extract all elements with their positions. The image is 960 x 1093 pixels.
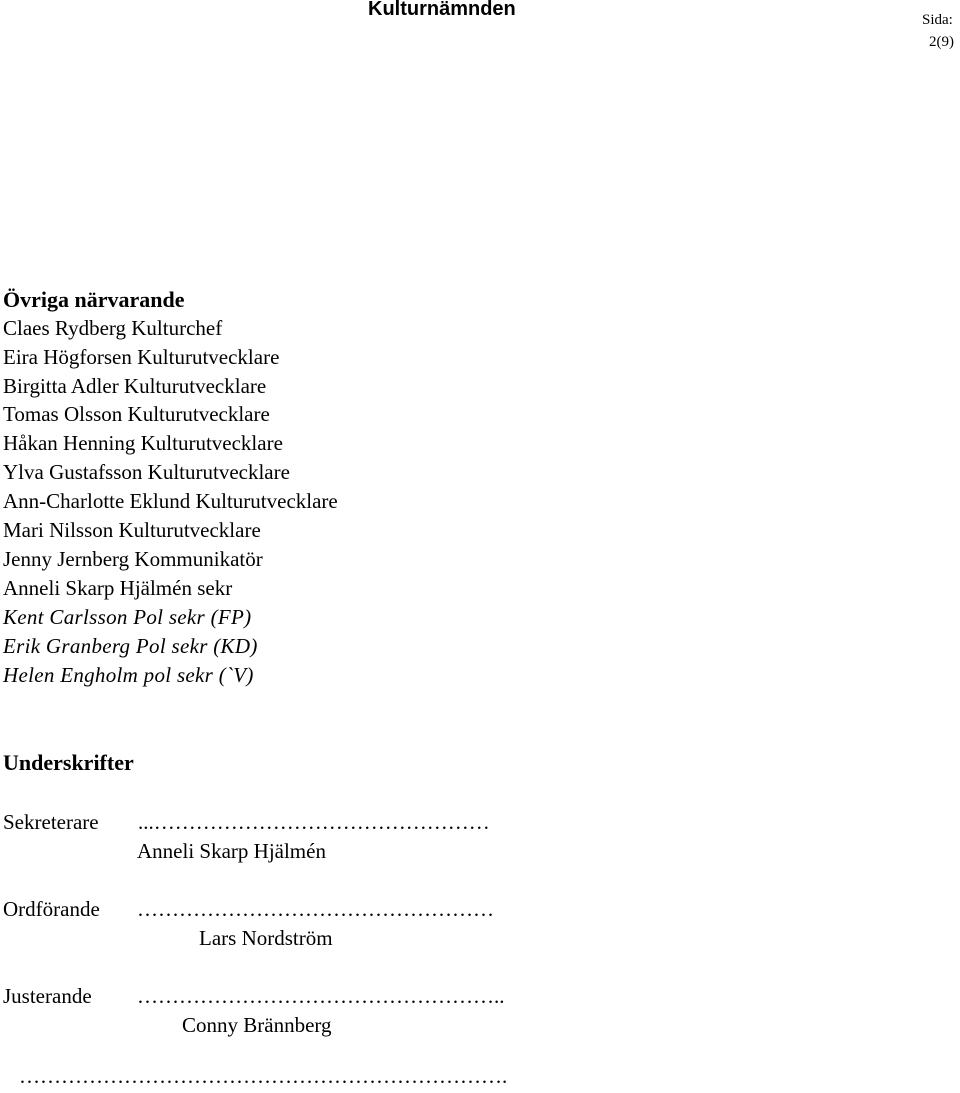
page-number: 2(9) [929, 34, 954, 50]
present-item: Anneli Skarp Hjälmén sekr [3, 576, 233, 600]
signature-line: ...………………………………………… [138, 810, 490, 834]
present-item: Claes Rydberg Kulturchef [3, 316, 223, 340]
page-label: Sida: [922, 12, 953, 28]
present-heading: Övriga närvarande [3, 287, 185, 312]
signatures-heading: Underskrifter [3, 750, 134, 775]
signature-name: Conny Brännberg [182, 1013, 332, 1037]
signature-role: Ordförande [3, 897, 100, 921]
signature-role: Justerande [3, 984, 92, 1008]
present-item: Helen Engholm pol sekr (`V) [3, 663, 254, 687]
signature-name: Lars Nordström [199, 926, 333, 950]
signature-role: Sekreterare [3, 810, 99, 834]
signature-line: …………………………………………….. [137, 984, 505, 1008]
present-item: Kent Carlsson Pol sekr (FP) [3, 605, 252, 629]
bottom-dotted-line: ……………………………………………………………. [19, 1064, 508, 1088]
present-item: Ann-Charlotte Eklund Kulturutvecklare [3, 489, 338, 513]
present-item: Erik Granberg Pol sekr (KD) [3, 634, 258, 658]
present-item: Birgitta Adler Kulturutvecklare [3, 374, 267, 398]
document-title: Kulturnämnden [368, 0, 516, 20]
present-item: Ylva Gustafsson Kulturutvecklare [3, 460, 290, 484]
signature-line: …………………………………………… [137, 897, 494, 921]
present-item: Mari Nilsson Kulturutvecklare [3, 518, 261, 542]
present-item: Tomas Olsson Kulturutvecklare [3, 402, 270, 426]
present-item: Håkan Henning Kulturutvecklare [3, 431, 283, 455]
present-item: Eira Högforsen Kulturutvecklare [3, 345, 280, 369]
signature-name: Anneli Skarp Hjälmén [137, 839, 326, 863]
present-item: Jenny Jernberg Kommunikatör [3, 547, 263, 571]
